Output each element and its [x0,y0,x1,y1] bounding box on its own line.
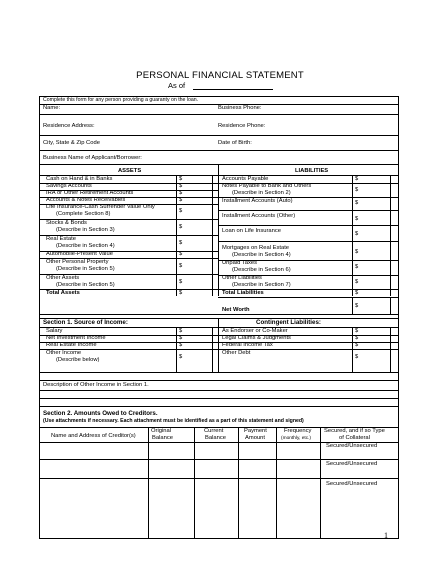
income-amount[interactable]: $ [179,335,183,341]
asset-label: Savings Accounts [46,183,92,189]
liabilities-heading: LIABILITIES [295,168,329,174]
column-header: Balance [152,435,173,441]
asset-label: Real Estate [46,236,76,242]
section1-heading: Section 1. Source of Income: [43,319,128,326]
liability-label: Accounts Payable [222,176,269,182]
asset-amount[interactable]: $ [179,279,183,285]
liability-label: Notes Payable to Bank and Others [222,183,312,189]
liability-sublabel: (Describe in Section 2) [232,190,291,196]
asset-amount[interactable]: $ [179,224,183,230]
business-phone-field[interactable]: Business Phone: [218,105,262,111]
asset-label: Other Assets [46,275,80,281]
date-of-birth-field[interactable]: Date of Birth: [218,140,252,146]
asset-amount[interactable]: $ [179,197,183,203]
asset-label: Accounts & Notes Receivables [46,197,126,203]
liability-label: Unpaid Taxes [222,260,258,266]
other-income-description-label: Description of Other Income in Section 1. [43,382,149,388]
contingent-label: Other Debt [222,350,251,356]
contingent-label: Legal Claims & Judgments [222,335,291,341]
intro-text: Complete this form for any person providing a guaranty on the loan. [43,97,199,103]
liability-label: Other Liabilities [222,275,262,281]
secured-option[interactable]: Secured/Unsecured [326,481,378,487]
liability-amount[interactable]: $ [355,187,359,193]
liability-amount[interactable]: $ [355,231,359,237]
contingent-amount[interactable]: $ [355,342,359,348]
secured-option[interactable]: Secured/Unsecured [326,443,378,449]
asset-amount[interactable]: $ [179,251,183,257]
column-header: Current [204,428,224,434]
contingent-label: Federal Income Tax [222,342,273,348]
liability-amount[interactable]: $ [355,216,359,222]
liability-label: Installment Accounts (Auto) [222,198,293,204]
as-of-date-field[interactable] [193,89,273,90]
liability-amount[interactable]: $ [355,279,359,285]
total-assets-label: Total Assets [46,290,80,296]
contingent-amount[interactable]: $ [355,354,359,360]
liability-sublabel: (Describe in Section 7) [232,282,291,288]
asset-amount[interactable]: $ [179,190,183,196]
residence-address-field[interactable]: Residence Address: [43,123,95,129]
asset-sublabel: (Describe in Section 4) [56,243,115,249]
column-header: Amount [245,435,265,441]
column-header: Original [151,428,171,434]
income-label: Salary [46,328,63,334]
column-header: Payment [244,428,267,434]
residence-phone-field[interactable]: Residence Phone: [218,123,266,129]
asset-label: Automobile-Present Value [46,251,113,257]
income-label: Real Estate Income [46,342,97,348]
income-amount[interactable]: $ [179,354,183,360]
asset-label: Cash on Hand & in Banks [46,176,113,182]
asset-amount[interactable]: $ [179,263,183,269]
asset-label: Other Personal Property [46,259,109,265]
asset-label: Life Insurance-Cash Surrender Value Only [46,204,155,210]
asset-amount[interactable]: $ [179,208,183,214]
column-header: (monthly, etc.) [281,436,312,441]
page-number: 1 [384,531,388,540]
income-sublabel: (Describe below) [56,357,100,363]
contingent-amount[interactable]: $ [355,328,359,334]
asset-sublabel: (Describe in Section 5) [56,282,115,288]
liability-label: Installment Accounts (Other) [222,213,296,219]
income-amount[interactable]: $ [179,342,183,348]
asset-amount[interactable]: $ [179,183,183,189]
asset-amount[interactable]: $ [179,176,183,182]
income-amount[interactable]: $ [179,328,183,334]
city-state-zip-field[interactable]: City, State & Zip Code [43,140,100,146]
liability-sublabel: (Describe in Section 4) [232,252,291,258]
net-worth-amount[interactable]: $ [355,303,359,309]
asset-sublabel: (Describe in Section 5) [56,266,115,272]
assets-heading: ASSETS [118,168,142,174]
asset-label: IRA or Other Retirement Accounts [46,190,134,196]
asset-amount[interactable]: $ [179,240,183,246]
total-liabilities-label: Total Liabilities [222,290,264,296]
total-liabilities-amount[interactable]: $ [355,290,359,296]
asset-sublabel: (Describe in Section 3) [56,227,115,233]
liability-label: Mortgages on Real Estate [222,245,290,251]
contingent-label: As Endorser or Co-Maker [222,328,288,334]
asset-label: Stocks & Bonds [46,220,87,226]
total-assets-amount[interactable]: $ [179,290,183,296]
liability-amount[interactable]: $ [355,176,359,182]
contingent-amount[interactable]: $ [355,335,359,341]
liability-amount[interactable]: $ [355,200,359,206]
liability-label: Loan on Life Insurance [222,228,281,234]
column-header: Frequency [284,428,312,434]
as-of-label: As of [168,81,186,90]
page-title: PERSONAL FINANCIAL STATEMENT [136,70,304,81]
column-header: Name and Address of Creditor(s) [51,433,136,439]
contingent-heading: Contingent Liabilities: [256,319,321,326]
column-header: Secured, and if so Type [324,428,385,434]
section2-note: (Use attachments if necessary. Each attachment must be identified as a part of this statement and signed) [43,418,304,424]
liability-amount[interactable]: $ [355,264,359,270]
column-header: Balance [205,435,226,441]
column-header: of Collateral [339,435,370,441]
secured-option[interactable]: Secured/Unsecured [326,461,378,467]
financial-statement-form [39,96,399,539]
section2-heading: Section 2. Amounts Owed to Creditors. [43,410,158,417]
income-label: Other Income [46,350,82,356]
asset-sublabel: (Complete Section 8) [56,211,111,217]
liability-sublabel: (Describe in Section 6) [232,267,291,273]
net-worth-label: Net Worth [222,307,250,313]
income-label: Net Investment Income [46,335,106,341]
name-field[interactable]: Name: [43,105,61,111]
business-name-field[interactable]: Business Name of Applicant/Borrower: [43,155,142,161]
liability-amount[interactable]: $ [355,249,359,255]
